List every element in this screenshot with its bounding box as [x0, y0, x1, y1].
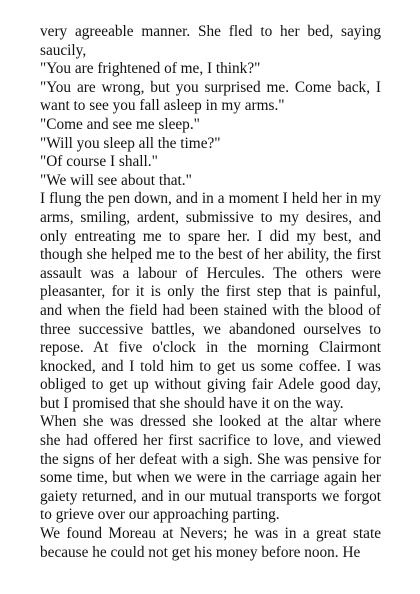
dialogue-line: "We will see about that.": [40, 171, 192, 189]
paragraph: We found Moreau at Nevers; he was in a great state because he could not get his money before noon. He: [40, 525, 381, 561]
dialogue-line: "Will you sleep all the time?": [40, 134, 221, 152]
paragraph: I flung the pen down, and in a moment I held her in my arms, smiling, ardent, submissive to my desires, and only entreating me to spare her. I did my best, and though she helped me to the best of her ability, the first assault was a labour of Hercules. The others were pleasanter, for it is only the first step that is painful, and when the field had been stained with the blood of three successive battles, we abandoned ourselves to repose. At five o'clock in the morning Clairmont knocked, and I told him to get us some coffee. I was obliged to get up without giving fair Adele good day, but I promised that she should have it on the way.: [40, 190, 381, 412]
book-page: [40, 23, 381, 562]
dialogue-line: "Come and see me sleep.": [40, 115, 200, 133]
dialogue-line: "Of course I shall.": [40, 153, 158, 171]
dialogue-line: "You are frightened of me, I think?": [40, 60, 261, 78]
dialogue-line: "You are wrong, but you surprised me. Come back, I want to see you fall asleep in my arms.": [40, 78, 381, 115]
paragraph: very agreeable manner. She fled to her bed, saying saucily,: [40, 23, 381, 59]
paragraph: When she was dressed she looked at the altar where she had offered her first sacrifice to love, and viewed the signs of her defeat with a sigh. She was pensive for some time, but when we were in the carriage again her gaiety returned, and in our mutual transports we forgot to grieve over our approaching parting.: [40, 413, 381, 524]
